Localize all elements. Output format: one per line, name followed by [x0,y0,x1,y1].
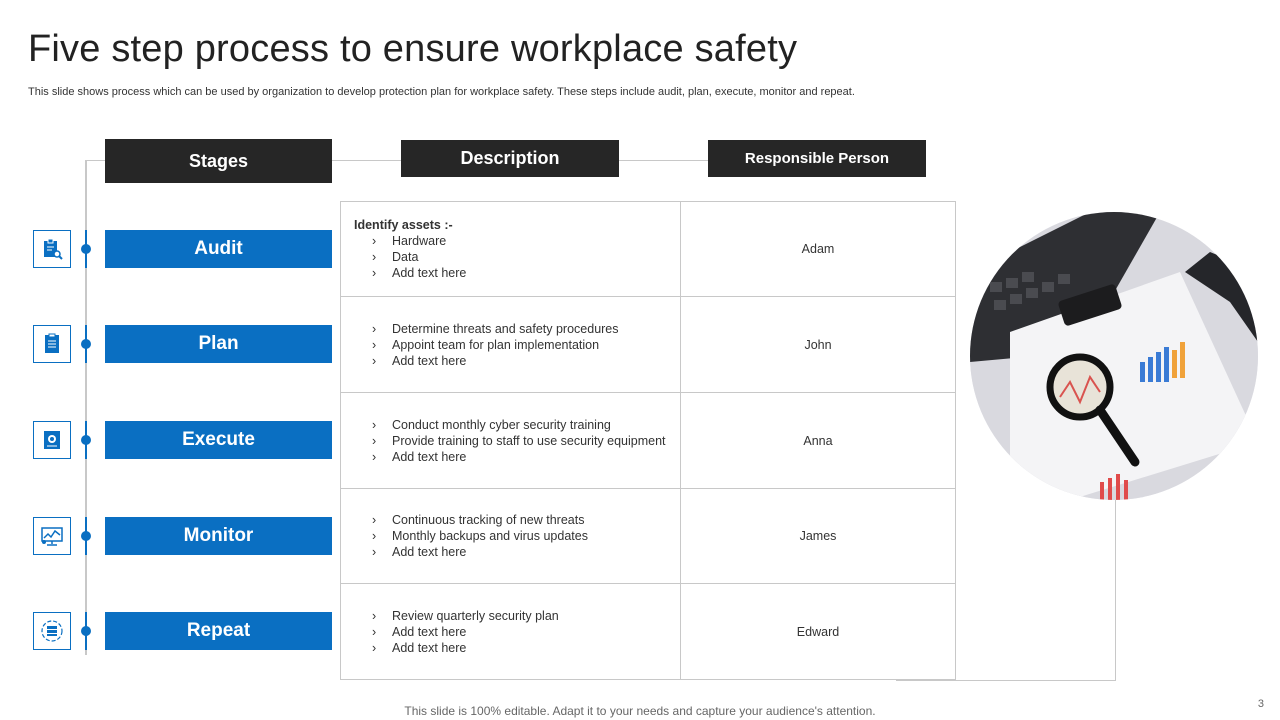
bullet-text: Add text here [392,266,467,280]
table-row [341,202,955,297]
description-bullet [354,321,680,337]
responsible-person-cell: James [799,529,837,543]
bullet-text: Add text here [392,641,467,655]
bullet-text: Appoint team for plan implementation [392,337,600,352]
bullet-text: Add text here [392,545,467,559]
photo-frame-line [896,680,1116,681]
table-row [341,584,955,680]
description-bullet [354,624,680,640]
description-bullet [354,233,680,249]
chevron-right-icon: › [372,609,377,623]
description-bullet [354,640,680,656]
bullet-text: Add text here [392,353,467,368]
stage-audit: Audit [105,230,332,268]
description-cell [341,202,681,296]
header-connector-line [332,160,401,161]
description-bullet [354,544,680,560]
clipboard-search-icon [33,230,71,268]
description-bullet [354,353,680,369]
timeline-dot [81,339,91,349]
description-cell [341,489,681,583]
description-cell [341,393,681,488]
table-row [341,489,955,584]
footer-note: This slide is 100% editable. Adapt it to your needs and capture your audience's attention. [404,704,876,718]
chevron-right-icon: › [372,641,377,655]
chevron-right-icon: › [372,625,377,639]
stage-monitor: Monitor [105,517,332,555]
stage-plan: Plan [105,325,332,363]
description-bullet [354,337,680,353]
workplace-photo [970,212,1258,500]
stage-repeat: Repeat [105,612,332,650]
timeline-dot [81,435,91,445]
page-number: 3 [1257,698,1264,710]
checklist-icon [33,325,71,363]
bullet-text: Add text here [392,625,467,639]
chevron-right-icon: › [372,234,377,248]
description-bullet [354,528,680,544]
chevron-right-icon: › [372,353,377,368]
responsible-header: Responsible Person [708,140,926,177]
description-bullet [354,608,680,624]
responsible-person-cell: John [804,337,832,352]
description-cell [341,297,681,392]
bullet-text: Conduct monthly cyber security training [392,417,611,432]
timeline-dot [81,626,91,636]
bullet-text: Continuous tracking of new threats [392,513,585,527]
description-cell [341,584,681,680]
photo-frame-line [1115,490,1116,681]
monitor-chart-icon [33,517,71,555]
description-bullet [354,449,680,465]
chevron-right-icon: › [372,529,377,543]
photo-illustration [970,212,1258,500]
description-bullet [354,512,680,528]
bullet-text: Data [392,250,419,264]
table-row [341,297,955,393]
chevron-right-icon: › [372,250,377,264]
chevron-right-icon: › [372,337,377,352]
server-cycle-icon [33,612,71,650]
chevron-right-icon: › [372,266,377,280]
chevron-right-icon: › [372,545,377,559]
description-bullet [354,265,680,281]
stages-header: Stages [105,139,332,183]
timeline-dot [81,244,91,254]
responsible-person-cell: Adam [801,242,835,256]
certificate-icon [33,421,71,459]
bullet-text: Provide training to staff to use security equipment [392,433,666,448]
bullet-text: Monthly backups and virus updates [392,529,588,543]
header-connector-line [86,160,105,161]
bullet-text: Determine threats and safety procedures [392,321,619,336]
bullet-text: Review quarterly security plan [392,609,559,623]
description-bullet [354,417,680,433]
bullet-text: Add text here [392,449,467,464]
description-bullet [354,433,680,449]
chevron-right-icon: › [372,449,377,464]
description-bullet [354,249,680,265]
chevron-right-icon: › [372,321,377,336]
timeline-dot [81,531,91,541]
bullet-text: Hardware [392,234,447,248]
slide-subtitle: This slide shows process which can be used by organization to develop protection plan for workplace safety. These steps include audit, plan, execute, monitor and repeat. [28,86,855,98]
header-connector-line [619,160,708,161]
description-heading: Identify assets :- [354,218,453,232]
responsible-person-cell: Anna [803,433,833,448]
process-table [340,201,956,680]
stage-execute: Execute [105,421,332,459]
description-header: Description [401,140,619,177]
chevron-right-icon: › [372,433,377,448]
chevron-right-icon: › [372,513,377,527]
table-row [341,393,955,489]
chevron-right-icon: › [372,417,377,432]
slide-title: Five step process to ensure workplace safety [28,28,798,70]
responsible-person-cell: Edward [796,625,840,639]
